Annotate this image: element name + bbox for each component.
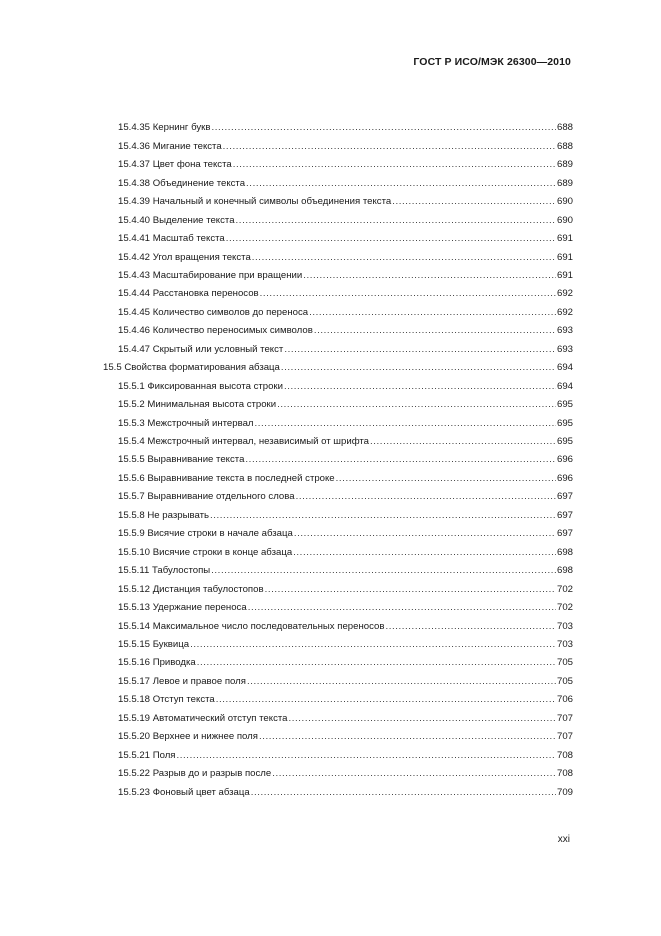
toc-entry-number: 15.4.37: [118, 159, 151, 171]
dot-leader: [210, 510, 556, 522]
toc-entry-page: 690: [556, 214, 573, 226]
dot-leader: [233, 159, 556, 171]
toc-entry-title: Отступ текста: [152, 694, 215, 706]
toc-entry: [118, 596, 573, 614]
toc-entry-title: Дистанция табулостопов: [152, 583, 264, 595]
toc-entry-number: 15.5.21: [118, 749, 151, 761]
dot-leader: [211, 565, 556, 577]
toc-entry-title: Не разрывать: [147, 509, 209, 521]
toc-entry-number: 15.5.22: [118, 768, 151, 780]
toc-entry-title: Разрыв до и разрыв после: [152, 768, 272, 780]
toc-entry-title: Табулостопы: [151, 565, 211, 577]
toc-entry: [118, 337, 573, 355]
toc-entry-page: 697: [556, 491, 573, 503]
toc-entry-number: 15.5.1: [118, 380, 145, 392]
dot-leader: [265, 584, 556, 596]
toc-entry-title: Свойства форматирования абзаца: [124, 362, 280, 374]
toc-entry-title: Межстрочный интервал, независимый от шрифта: [147, 436, 370, 448]
dot-leader: [385, 621, 556, 633]
dot-leader: [216, 694, 556, 706]
toc-entry-page: 708: [556, 768, 573, 780]
toc-entry: [103, 356, 573, 374]
dot-leader: [255, 418, 556, 430]
toc-entry: [118, 374, 573, 392]
toc-entry-number: 15.4.45: [118, 306, 151, 318]
toc-entry-title: Мигание текста: [152, 140, 222, 152]
toc-entry-page: 696: [556, 454, 573, 466]
toc-entry: [118, 411, 573, 429]
dot-leader: [296, 491, 556, 503]
dot-leader: [246, 178, 556, 190]
page-number: xxi: [557, 834, 570, 845]
toc-entry-title: Кернинг букв: [152, 122, 211, 134]
dot-leader: [226, 233, 556, 245]
dot-leader: [190, 639, 556, 651]
dot-leader: [248, 602, 556, 614]
toc-entry-number: 15.5.4: [118, 436, 145, 448]
toc-entry-number: 15.5.20: [118, 731, 151, 743]
toc-entry-number: 15.4.47: [118, 343, 151, 355]
toc-entry-page: 694: [556, 380, 573, 392]
toc-entry-page: 689: [556, 177, 573, 189]
toc-entry-page: 695: [556, 436, 573, 448]
toc-entry-page: 697: [556, 509, 573, 521]
toc-entry-title: Буквица: [152, 638, 190, 650]
dot-leader: [289, 713, 556, 725]
dot-leader: [272, 768, 556, 780]
toc-entry-number: 15.5.5: [118, 454, 145, 466]
dot-leader: [252, 252, 556, 264]
toc-entry: [118, 393, 573, 411]
dot-leader: [284, 381, 556, 393]
toc-entry-number: 15.5.8: [118, 509, 145, 521]
toc-entry-title: Выравнивание отдельного слова: [147, 491, 295, 503]
toc-entry: [118, 706, 573, 724]
toc-entry: [118, 725, 573, 743]
toc-entry: [118, 670, 573, 688]
toc-entry: [118, 522, 573, 540]
toc-entry-number: 15.4.44: [118, 288, 151, 300]
dot-leader: [197, 657, 556, 669]
dot-leader: [309, 307, 556, 319]
toc-entry-number: 15.5.6: [118, 472, 145, 484]
toc-entry: [118, 651, 573, 669]
toc-entry: [118, 762, 573, 780]
toc-entry-number: 15.5.14: [118, 620, 151, 632]
toc-entry-number: 15.5.17: [118, 675, 151, 687]
toc-entry-title: Автоматический отступ текста: [152, 712, 288, 724]
toc-entry: [118, 577, 573, 595]
toc-entry-title: Левое и правое поля: [152, 675, 246, 687]
toc-entry-title: Масштаб текста: [152, 233, 225, 245]
toc-entry-number: 15.5.11: [118, 565, 150, 577]
dot-leader: [236, 215, 556, 227]
toc-entry: [118, 743, 573, 761]
dot-leader: [294, 528, 556, 540]
toc-entry: [118, 540, 573, 558]
toc-entry: [118, 503, 573, 521]
dot-leader: [223, 141, 556, 153]
toc-entry-page: 695: [556, 417, 573, 429]
toc-entry: [118, 688, 573, 706]
toc-entry-title: Выделение текста: [152, 214, 235, 226]
dot-leader: [314, 325, 556, 337]
toc-entry-number: 15.5.9: [118, 528, 145, 540]
dot-leader: [177, 750, 556, 762]
toc-entry-number: 15.5.16: [118, 657, 151, 669]
dot-leader: [247, 676, 556, 688]
toc-entry-title: Верхнее и нижнее поля: [152, 731, 258, 743]
dot-leader: [293, 547, 556, 559]
toc-entry-page: 702: [556, 602, 573, 614]
toc-entry-page: 698: [556, 546, 573, 558]
dot-leader: [259, 731, 556, 743]
toc-entry-number: 15.5.2: [118, 399, 145, 411]
dot-leader: [277, 399, 556, 411]
toc-entry-number: 15.5.19: [118, 712, 151, 724]
toc-entry-page: 696: [556, 472, 573, 484]
toc-entry-page: 703: [556, 620, 573, 632]
dot-leader: [303, 270, 556, 282]
toc-entry: [118, 780, 573, 798]
toc-entry-title: Минимальная высота строки: [147, 399, 277, 411]
toc-entry-title: Выравнивание текста: [147, 454, 245, 466]
toc-entry-number: 15.5: [103, 362, 122, 374]
dot-leader: [284, 344, 556, 356]
toc-entry-number: 15.5.12: [118, 583, 151, 595]
toc-entry-title: Удержание переноса: [152, 602, 247, 614]
toc-entry: [118, 116, 573, 134]
toc-entry-number: 15.5.10: [118, 546, 151, 558]
dot-leader: [260, 288, 556, 300]
dot-leader: [251, 787, 556, 799]
dot-leader: [245, 454, 556, 466]
toc-entry-page: 691: [556, 251, 573, 263]
toc-entry-number: 15.5.3: [118, 417, 145, 429]
toc-entry-page: 702: [556, 583, 573, 595]
toc-entry-number: 15.4.42: [118, 251, 151, 263]
toc-entry-number: 15.4.46: [118, 325, 151, 337]
toc-entry-page: 692: [556, 288, 573, 300]
toc-entry-number: 15.5.23: [118, 786, 151, 798]
toc-entry-page: 695: [556, 399, 573, 411]
toc-entry-title: Висячие строки в конце абзаца: [152, 546, 293, 558]
toc-entry-title: Фиксированная высота строки: [147, 380, 283, 392]
toc-entry-number: 15.5.18: [118, 694, 151, 706]
toc-entry-page: 690: [556, 196, 573, 208]
toc-entry-page: 709: [556, 786, 573, 798]
page-header-title: ГОСТ Р ИСО/МЭК 26300—2010: [413, 56, 571, 68]
toc-entry-page: 692: [556, 306, 573, 318]
toc-entry: [118, 134, 573, 152]
toc-entry-page: 697: [556, 528, 573, 540]
toc-entry-title: Объединение текста: [152, 177, 246, 189]
dot-leader: [211, 122, 556, 134]
toc-entry: [118, 227, 573, 245]
toc-entry-number: 15.4.43: [118, 269, 151, 281]
dot-leader: [336, 473, 556, 485]
toc-entry: [118, 430, 573, 448]
dot-leader: [370, 436, 556, 448]
toc-entry-number: 15.4.39: [118, 196, 151, 208]
toc-entry-page: 693: [556, 343, 573, 355]
toc-entry: [118, 301, 573, 319]
toc-entry-title: Количество переносимых символов: [152, 325, 313, 337]
toc-entry: [118, 467, 573, 485]
toc-entry-title: Висячие строки в начале абзаца: [147, 528, 293, 540]
toc-entry-title: Максимальное число последовательных переносов: [152, 620, 385, 632]
toc-entry-title: Расстановка переносов: [152, 288, 259, 300]
toc-entry: [118, 633, 573, 651]
toc-entry-page: 691: [556, 269, 573, 281]
toc-entry-title: Приводка: [152, 657, 196, 669]
toc-entry: [118, 282, 573, 300]
toc-entry-number: 15.5.13: [118, 602, 151, 614]
toc-entry-number: 15.5.7: [118, 491, 145, 503]
toc-entry-title: Масштабирование при вращении: [152, 269, 303, 281]
toc-entry-page: 705: [556, 657, 573, 669]
dot-leader: [281, 362, 556, 374]
toc-entry-number: 15.4.41: [118, 233, 151, 245]
toc-entry: [118, 614, 573, 632]
toc-entry: [118, 319, 573, 337]
toc-entry-number: 15.5.15: [118, 638, 151, 650]
toc-entry-page: 707: [556, 731, 573, 743]
toc-entry: [118, 485, 573, 503]
toc-entry: [118, 171, 573, 189]
toc-entry-page: 706: [556, 694, 573, 706]
toc-entry-title: Выравнивание текста в последней строке: [147, 472, 335, 484]
toc-entry-title: Угол вращения текста: [152, 251, 251, 263]
toc-entry-title: Количество символов до переноса: [152, 306, 309, 318]
toc-entry-title: Начальный и конечный символы объединения текста: [152, 196, 392, 208]
toc-entry-title: Цвет фона текста: [152, 159, 232, 171]
toc-entry: [118, 264, 573, 282]
toc-entry-page: 688: [556, 140, 573, 152]
toc-entry-title: Поля: [152, 749, 176, 761]
toc-entry: [118, 190, 573, 208]
toc-entry-number: 15.4.36: [118, 140, 151, 152]
toc-entry: [118, 559, 573, 577]
toc-entry: [118, 208, 573, 226]
toc-entry-number: 15.4.40: [118, 214, 151, 226]
toc-entry-page: 698: [556, 565, 573, 577]
toc-entry-page: 688: [556, 122, 573, 134]
toc-entry-page: 705: [556, 675, 573, 687]
toc-entry: [118, 448, 573, 466]
toc-entry-title: Межстрочный интервал: [147, 417, 254, 429]
toc-entry-number: 15.4.38: [118, 177, 151, 189]
toc-entry-page: 707: [556, 712, 573, 724]
toc-entry-page: 689: [556, 159, 573, 171]
toc-entry: [118, 245, 573, 263]
toc-entry-page: 691: [556, 233, 573, 245]
toc-entry-page: 693: [556, 325, 573, 337]
toc-entry-title: Фоновый цвет абзаца: [152, 786, 250, 798]
toc-entry-page: 703: [556, 638, 573, 650]
toc-entry-page: 708: [556, 749, 573, 761]
dot-leader: [392, 196, 556, 208]
toc-entry-number: 15.4.35: [118, 122, 151, 134]
toc-entry-page: 694: [556, 362, 573, 374]
toc-entry-title: Скрытый или условный текст: [152, 343, 284, 355]
toc-entry: [118, 153, 573, 171]
